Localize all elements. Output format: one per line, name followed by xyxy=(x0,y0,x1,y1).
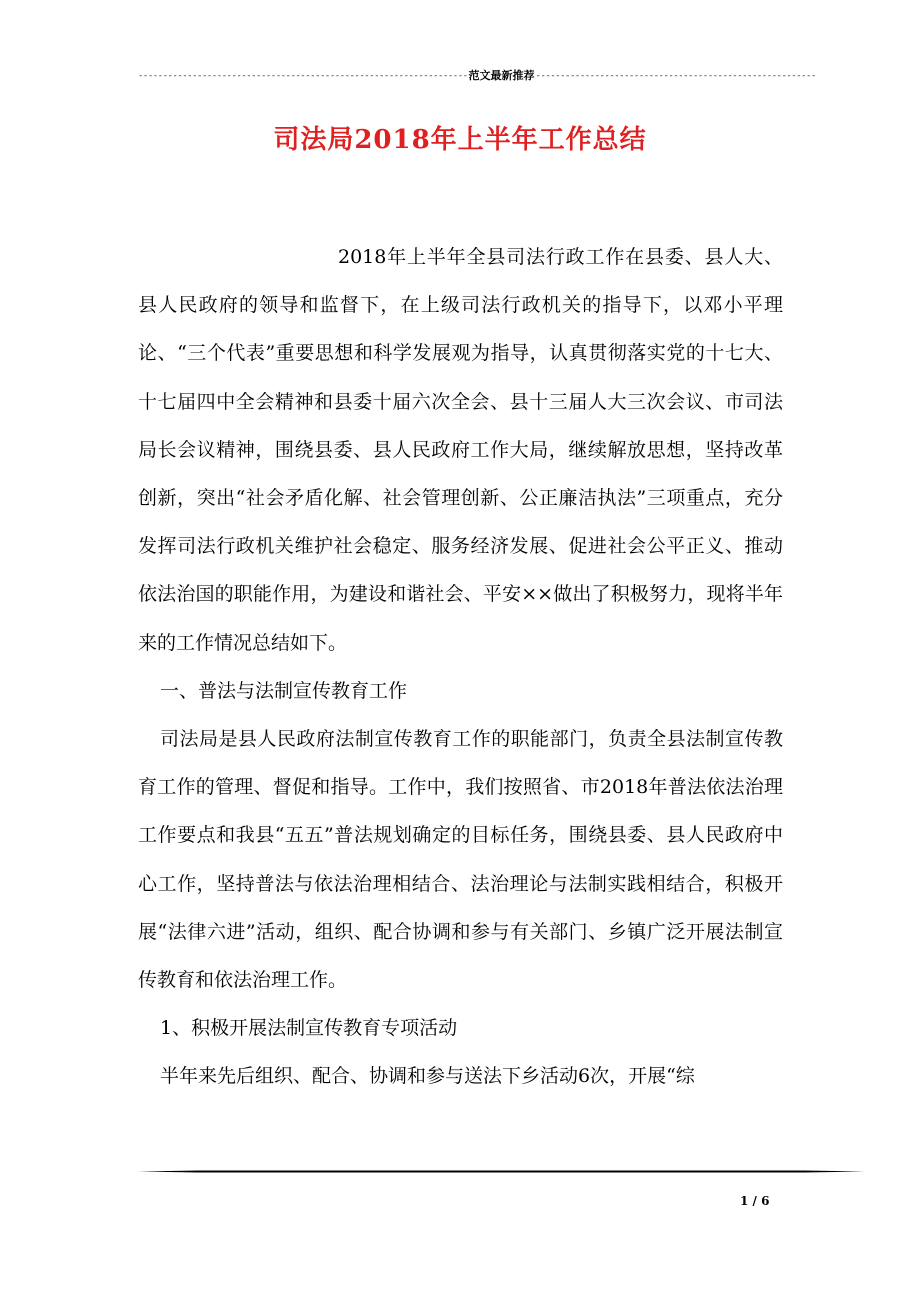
intro-paragraph: 2018年上半年全县司法行政工作在县委、县人大、县人民政府的领导和监督下，在上级司法行政机关的指导下，以邓小平理论、“三个代表”重要思想和科学发展观为指导，认真贯彻落实党的十七大、十七届四中全会精神和县委十届六次全会、县十三届人大三次会议、市司法局长会议精神，围绕县委、县人民政府工作大局，继续解放思想，坚持改革创新，突出“社会矛盾化解、社会管理创新、公正廉洁执法”三项重点，充分发挥司法行政机关维护社会稳定、服务经济发展、促进社会公平正义、推动依法治国的职能作用，为建设和谐社会、平安××做出了积极努力，现将半年来的工作情况总结如下。 xyxy=(138,246,783,654)
body-paragraph: 司法局是县人民政府法制宣传教育工作的职能部门，负责全县法制宣传教育工作的管理、督促和指导。工作中，我们按照省、市2018年普法依法治理工作要点和我县“五五”普法规划确定的目标任务，围绕县委、县人民政府中心工作，坚持普法与依法治理相结合、法治理论与法制实践相结合，积极开展“法律六进”活动，组织、配合协调和参与有关部门、乡镇广泛开展法制宣传教育和依法治理工作。 xyxy=(138,728,783,992)
footer-divider xyxy=(138,1170,865,1173)
section-heading: 一、普法与法制宣传教育工作 xyxy=(160,679,408,702)
page-header xyxy=(138,68,816,84)
body-paragraph: 半年来先后组织、配合、协调和参与送法下乡活动6次，开展“综 xyxy=(160,1065,695,1088)
subsection-heading: 1、积极开展法制宣传教育专项活动 xyxy=(160,1017,458,1040)
header-left-dashes: ------------------------------------------------------------------- xyxy=(138,71,468,81)
document-title: 司法局2018年上半年工作总结 xyxy=(273,125,647,155)
header-text: 范文最新推荐 xyxy=(468,69,535,82)
header-right-dashes: --------------------------------------------------------- xyxy=(535,71,816,81)
document-body xyxy=(138,233,783,1101)
page-number: 1 / 6 xyxy=(740,1194,770,1208)
